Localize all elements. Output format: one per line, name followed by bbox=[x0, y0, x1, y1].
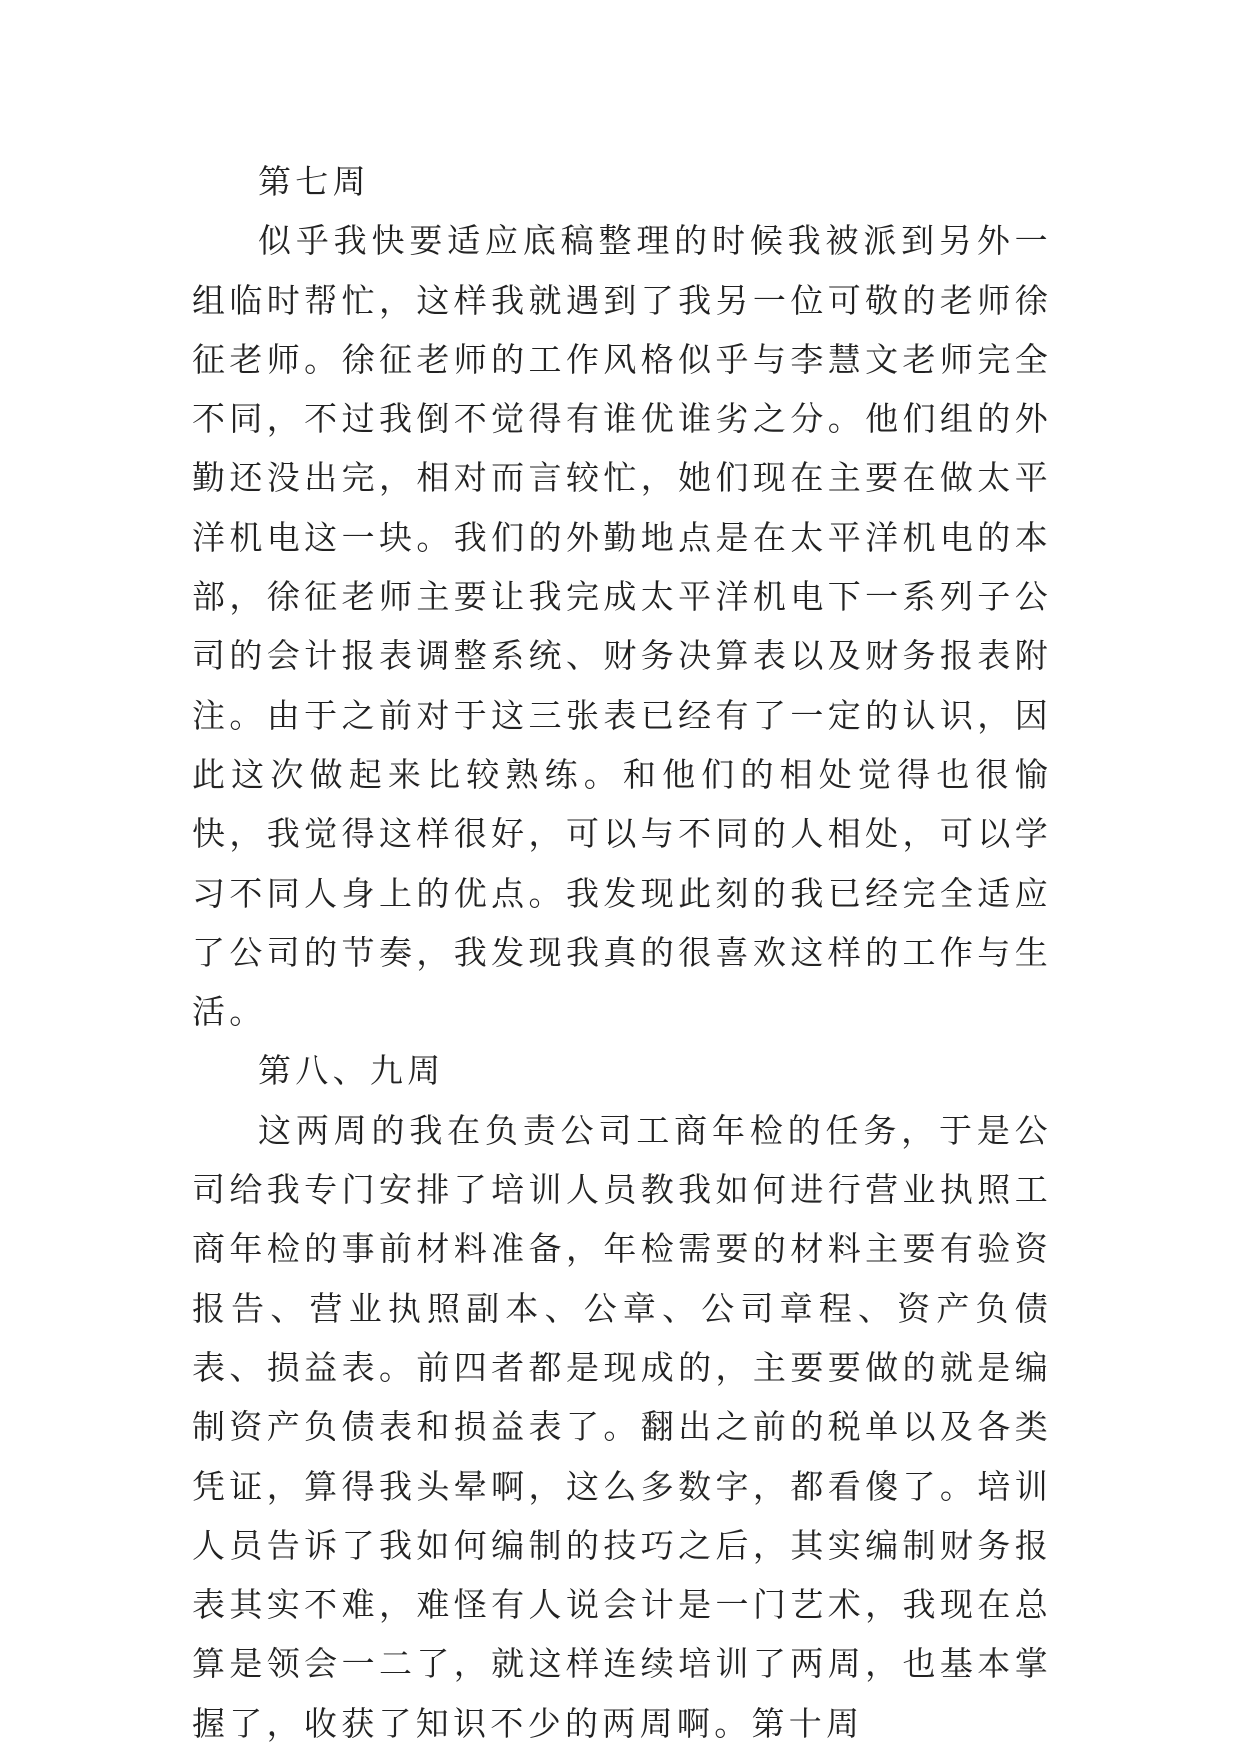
section-heading-week-7: 第七周 bbox=[258, 162, 370, 201]
section-heading-week-8-9: 第八、九周 bbox=[258, 1051, 445, 1091]
paragraph-week-7: 似乎我快要适应底稿整理的时候我被派到另外一组临时帮忙，这样我就遇到了我另一位可敬的老师徐征老师。徐征老师的工作风格似乎与李慧文老师完全不同，不过我倒不觉得有谁优谁劣之分。他们组的外勤还没出完，相对而言较忙，她们现在主要在做太平洋机电这一块。我们的外勤地点是在太平洋机电的本部，徐征老师主要让我完成太平洋机电下一系列子公司的会计报表调整系统、财务决算表以及财务报表附注。由于之前对于这三张表已经有了一定的认识，因此这次做起来比较熟练。和他们的相处觉得也很愉快，我觉得这样很好，可以与不同的人相处，可以学习不同人身上的优点。我发现此刻的我已经完全适应了公司的节奏，我发现我真的很喜欢这样的工作与生活。 bbox=[192, 221, 1052, 1032]
paragraph-week-8-9: 这两周的我在负责公司工商年检的任务，于是公司给我专门安排了培训人员教我如何进行营业执照工商年检的事前材料准备，年检需要的材料主要有验资报告、营业执照副本、公章、公司章程、资产负债表、损益表。前四者都是现成的，主要要做的就是编制资产负债表和损益表了。翻出之前的税单以及各类凭证，算得我头晕啊，这么多数字，都看傻了。培训人员告诉了我如何编制的技巧之后，其实编制财务报表其实不难，难怪有人说会计是一门艺术，我现在总算是领会一二了，就这样连续培训了两周，也基本掌握了，收获了知识不少的两周啊。第十周 bbox=[192, 1110, 1052, 1743]
document-body bbox=[192, 152, 1052, 1753]
